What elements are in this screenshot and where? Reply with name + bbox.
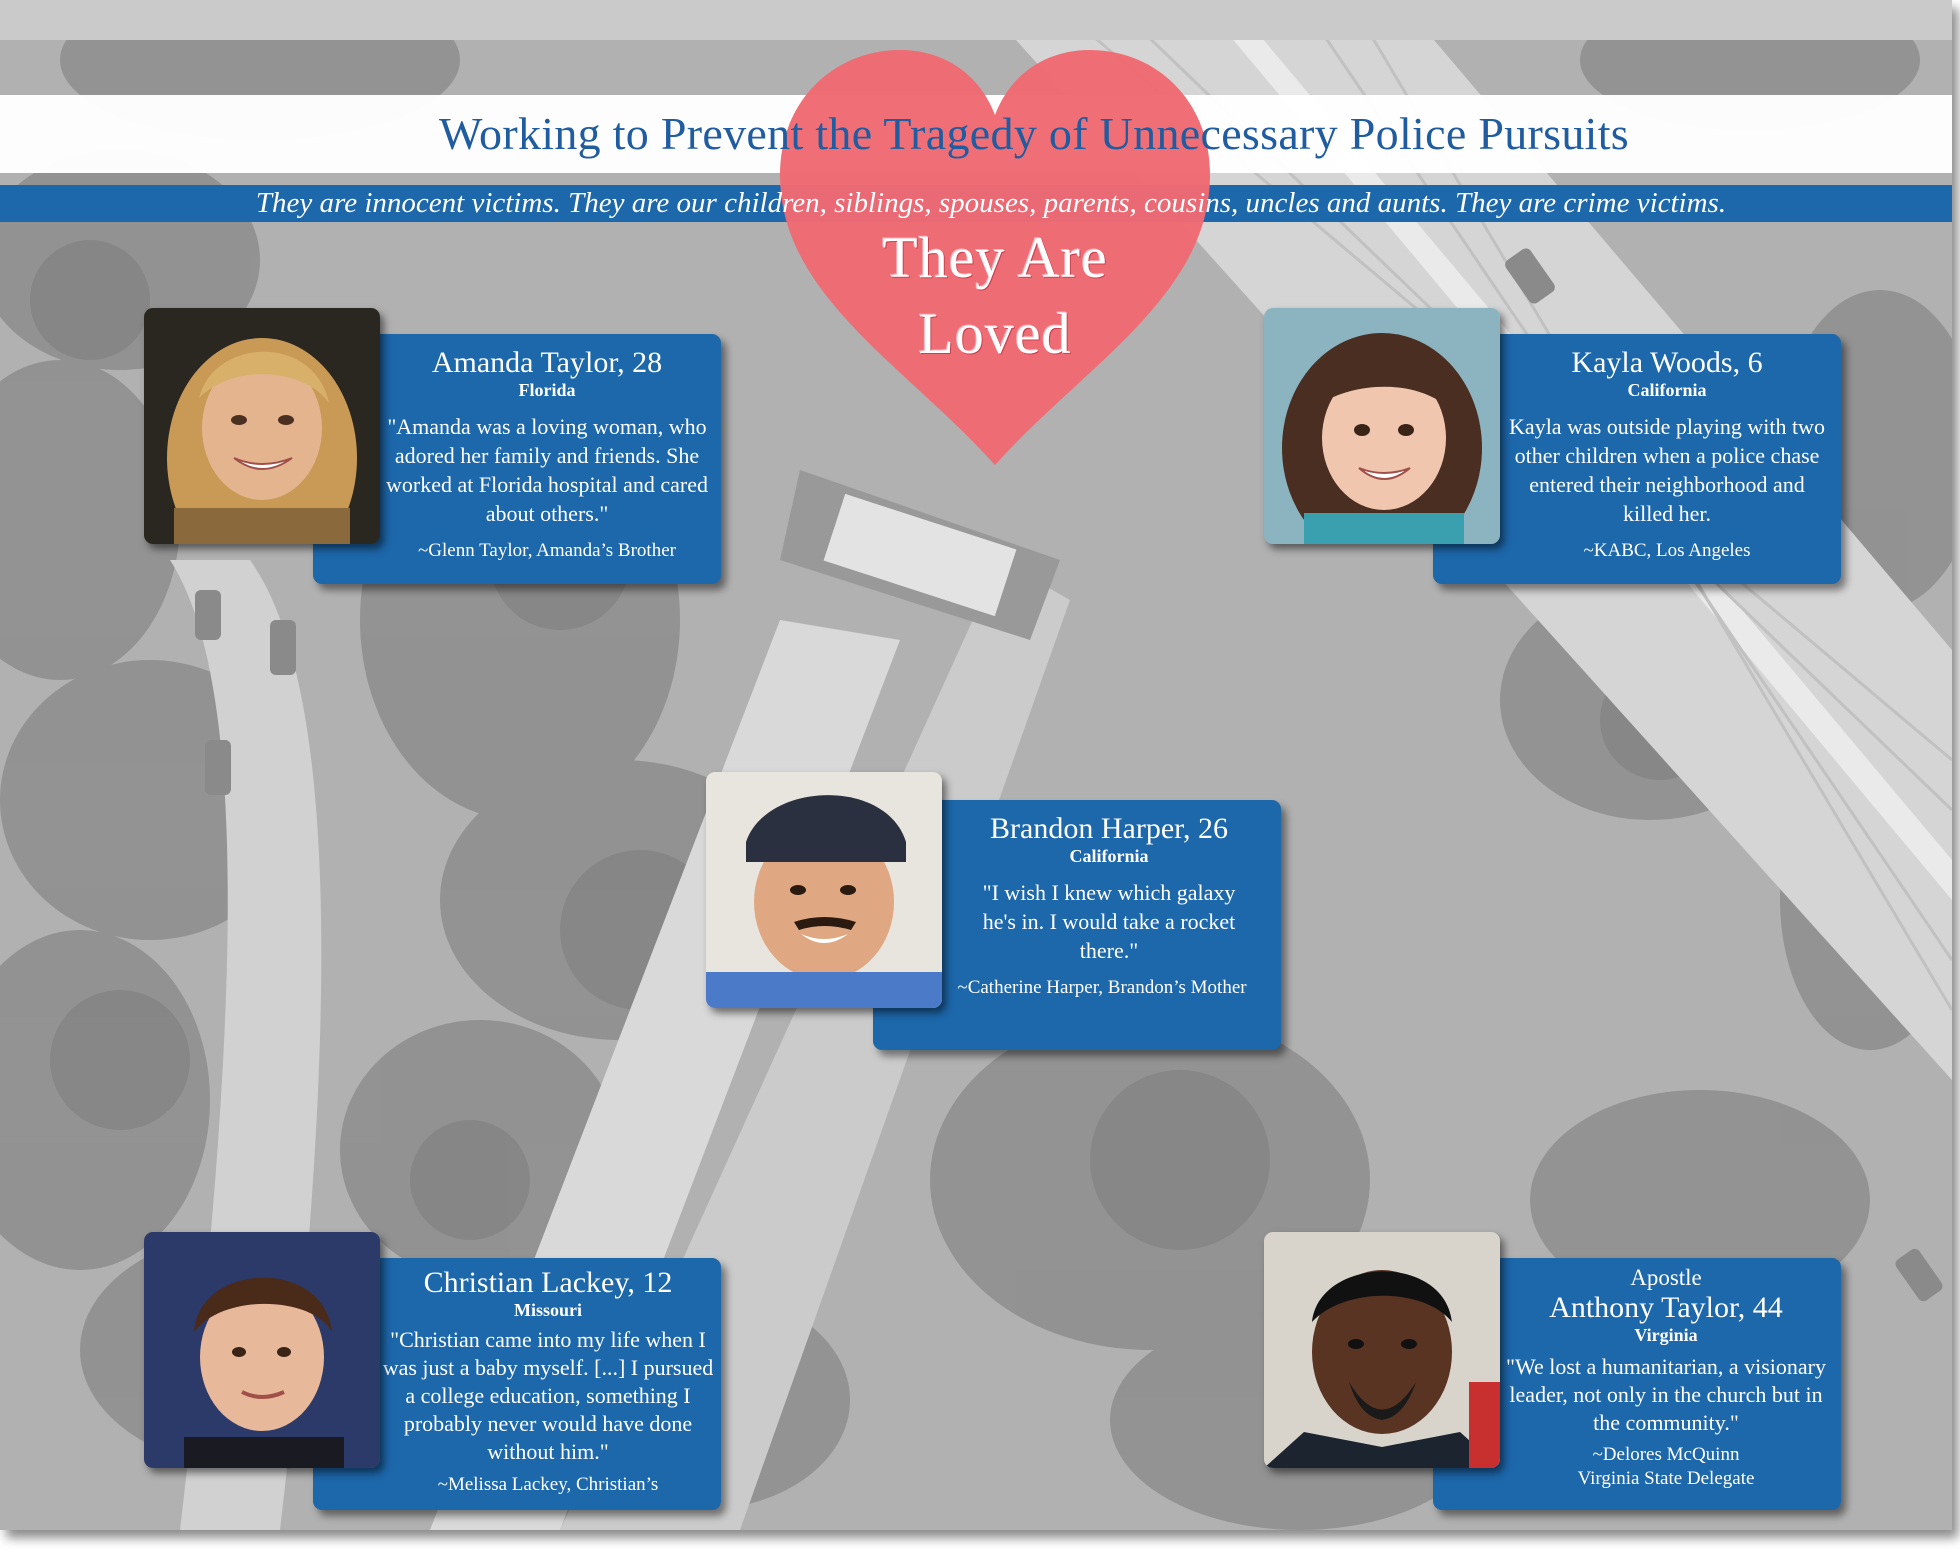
page-subtitle: They are innocent victims. They are our children, siblings, spouses, parents, cousins, uncles and aunts. They are crime victims.	[255, 187, 1727, 219]
victim-name: Christian Lackey, 12	[423, 1266, 673, 1299]
they-are-loved-text	[775, 220, 1215, 372]
victim-state: California	[1627, 380, 1707, 400]
loved-line-1: They Are	[882, 225, 1108, 290]
victim-state: Missouri	[513, 1300, 582, 1320]
victim-quote: "We lost a humanitarian, a visionary leader, not only in the church but in the community."	[1505, 1354, 1826, 1435]
portrait-anthony-icon	[1264, 1232, 1500, 1468]
victim-attribution: ~Melissa Lackey, Christian’s	[437, 1474, 659, 1495]
victim-photo-brandon	[706, 772, 942, 1008]
victim-name: Brandon Harper, 26	[990, 812, 1228, 845]
page-title: Working to Prevent the Tragedy of Unnecessary Police Pursuits	[439, 108, 1629, 159]
victim-name: Amanda Taylor, 28	[431, 346, 663, 379]
victim-quote: "Christian came into my life when I was just a baby myself. [...] I pursued a college education, something I probably never would have done without him."	[382, 1327, 714, 1464]
portrait-christian-icon	[144, 1232, 380, 1468]
victim-name: Anthony Taylor, 44	[1549, 1291, 1783, 1324]
portrait-amanda-icon	[144, 308, 380, 544]
portrait-brandon-icon	[706, 772, 942, 1008]
victim-attribution-title: Virginia State Delegate	[1577, 1468, 1755, 1489]
victim-state: Florida	[518, 380, 576, 400]
victim-attribution: ~KABC, Los Angeles	[1583, 540, 1751, 561]
victim-state: Virginia	[1634, 1325, 1698, 1345]
victim-attribution: ~Glenn Taylor, Amanda’s Brother	[418, 540, 676, 561]
victim-photo-christian	[144, 1232, 380, 1468]
victim-name: Kayla Woods, 6	[1571, 346, 1763, 379]
victim-attribution: ~Catherine Harper, Brandon’s Mother	[957, 977, 1247, 998]
portrait-kayla-icon	[1264, 308, 1500, 544]
victim-state: California	[1069, 846, 1149, 866]
victim-quote: "I wish I knew which galaxy he's in. I would take a rocket there."	[982, 880, 1236, 963]
victim-quote: Kayla was outside playing with two other children when a police chase entered their neighborhood and killed her.	[1509, 414, 1825, 526]
victim-photo-kayla	[1264, 308, 1500, 544]
victim-quote: "Amanda was a loving woman, who adored her family and friends. She worked at Florida hospital and cared about others."	[386, 414, 708, 526]
loved-line-2: Loved	[918, 301, 1072, 366]
victim-photo-anthony	[1264, 1232, 1500, 1468]
victim-title-prefix: Apostle	[1630, 1265, 1702, 1290]
victim-attribution: ~Delores McQuinn	[1592, 1444, 1740, 1465]
victim-photo-amanda	[144, 308, 380, 544]
